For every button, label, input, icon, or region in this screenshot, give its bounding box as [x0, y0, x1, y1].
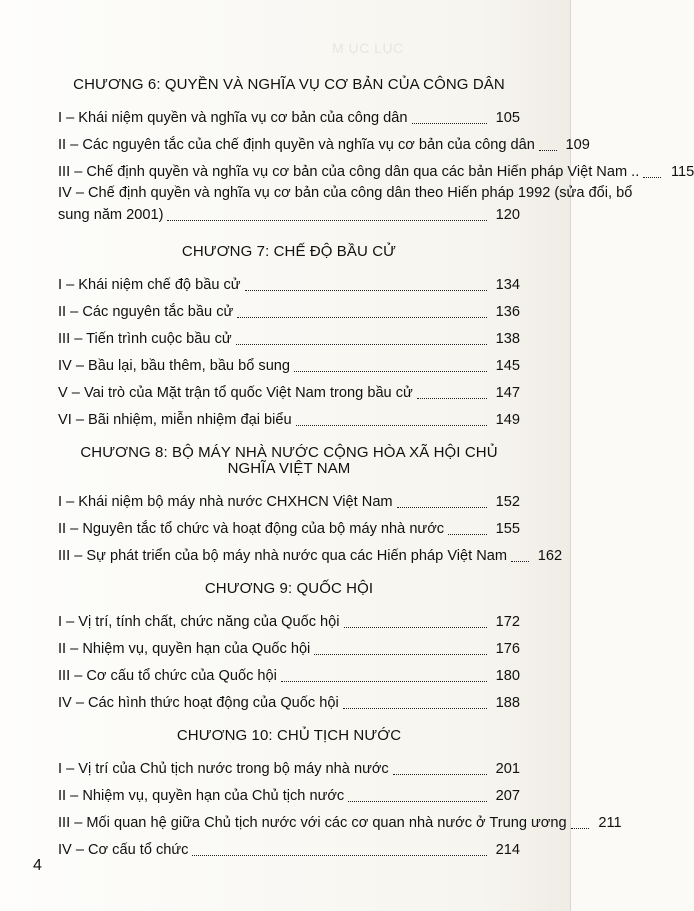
leader-dots — [348, 801, 487, 802]
leader-dots — [448, 534, 487, 535]
toc-entry-title: IV – Các hình thức hoạt động của Quốc hội — [58, 695, 339, 711]
leader-dots — [344, 627, 487, 628]
chapter-10-section — [58, 727, 622, 859]
chapter-heading: CHƯƠNG 9: QUỐC HỘI — [204, 580, 374, 597]
leader-dots — [192, 855, 487, 856]
toc-entry — [58, 514, 520, 538]
toc-entry-title: V – Vai trò của Mặt trận tổ quốc Việt Nam trong bầu cử — [58, 385, 413, 401]
toc-entry-title: IV – Cơ cấu tổ chức — [58, 842, 189, 858]
toc-entry-page: 207 — [495, 788, 520, 804]
toc-entry-page: 188 — [495, 695, 520, 711]
toc-entry — [58, 754, 520, 778]
toc-entry — [58, 378, 520, 402]
leader-dots — [236, 344, 487, 345]
chapter-heading: CHƯƠNG 10: CHỦ TỊCH NƯỚC — [176, 727, 402, 744]
toc-entry — [58, 661, 520, 685]
toc-entry — [58, 487, 520, 511]
chapter-heading: CHƯƠNG 7: CHẾ ĐỘ BẦU CỬ — [181, 243, 397, 260]
toc-entry-title: II – Nguyên tắc tổ chức và hoạt động của bộ máy nhà nước — [58, 521, 445, 537]
toc-entry — [58, 835, 520, 859]
leader-dots — [314, 654, 487, 655]
toc-entry — [58, 607, 520, 631]
toc-entry-title: II – Các nguyên tắc của chế định quyền và nghĩa vụ cơ bản của công dân — [58, 137, 535, 153]
toc-entry — [58, 297, 520, 321]
toc-entry-page: 180 — [495, 668, 520, 684]
toc-entry — [58, 405, 520, 429]
toc-entry — [58, 781, 520, 805]
toc-entry-page: 214 — [495, 842, 520, 858]
toc-entry-title: VI – Bãi nhiệm, miễn nhiệm đại biểu — [58, 412, 292, 428]
leader-dots — [643, 177, 661, 178]
toc-entry — [58, 541, 563, 565]
toc-entry — [58, 270, 520, 294]
toc-entry-page: 115 — [671, 164, 694, 180]
leader-dots — [281, 681, 487, 682]
toc-entry-title: I – Vị trí của Chủ tịch nước trong bộ máy nhà nước — [58, 761, 389, 777]
leader-dots — [412, 123, 487, 124]
toc-entry-title: I – Vị trí, tính chất, chức năng của Quốc hội — [58, 614, 340, 630]
toc-entry — [58, 688, 520, 712]
toc-entry — [58, 130, 590, 154]
leader-dots — [167, 220, 487, 221]
leader-dots — [237, 317, 487, 318]
toc-entry-page: 149 — [495, 412, 520, 428]
toc-entry-page: 155 — [495, 521, 520, 537]
toc-entry-page: 211 — [598, 815, 622, 831]
toc-entry-title: III – Mối quan hệ giữa Chủ tịch nước với các cơ quan nhà nước ở Trung ương — [58, 815, 567, 831]
toc-entry-page: 147 — [495, 385, 520, 401]
leader-dots — [417, 398, 487, 399]
toc-entry-title: II – Các nguyên tắc bầu cử — [58, 304, 234, 320]
chapter-heading: CHƯƠNG 8: BỘ MÁY NHÀ NƯỚC CỘNG HÒA XÃ HỘI CHỦ NGHĨA VIỆT NAM — [80, 444, 498, 477]
leader-dots — [393, 774, 487, 775]
toc-entry-page: 152 — [495, 494, 520, 510]
toc-entry-page: 176 — [495, 641, 520, 657]
toc-entry-title-line1: IV – Chế định quyền và nghĩa vụ cơ bản của công dân theo Hiến pháp 1992 (sửa đổi, bổ — [58, 185, 633, 201]
leader-dots — [571, 828, 589, 829]
toc-entry-title: III – Sự phát triển của bộ máy nhà nước qua các Hiến pháp Việt Nam — [58, 548, 508, 564]
leader-dots — [397, 507, 487, 508]
leader-dots — [296, 425, 487, 426]
toc-entry-title: I – Khái niệm quyền và nghĩa vụ cơ bản của công dân — [58, 110, 408, 126]
toc-entry-page: 136 — [495, 304, 520, 320]
toc-entry-page: 134 — [495, 277, 520, 293]
page-number: 4 — [33, 857, 42, 874]
chapter-9-section — [58, 581, 520, 712]
toc-entry — [58, 157, 694, 181]
toc-entry-page: 105 — [495, 110, 520, 126]
toc-entry-title: II – Nhiệm vụ, quyền hạn của Quốc hội — [58, 641, 311, 657]
toc-entry-page: 201 — [495, 761, 520, 777]
toc-entry-title: II – Nhiệm vụ, quyền hạn của Chủ tịch nước — [58, 788, 345, 804]
leader-dots — [343, 708, 487, 709]
leader-dots — [511, 561, 529, 562]
leader-dots — [294, 371, 487, 372]
toc-entry-title: I – Khái niệm bộ máy nhà nước CHXHCN Việt Nam — [58, 494, 393, 510]
toc-entry-title-line2 — [58, 206, 520, 224]
toc-entry — [58, 351, 520, 375]
toc-entry-title: III – Cơ cấu tổ chức của Quốc hội — [58, 668, 277, 684]
table-of-contents — [58, 76, 694, 875]
toc-entry — [58, 103, 520, 127]
toc-entry-page: 172 — [495, 614, 520, 630]
leader-dots — [539, 150, 557, 151]
toc-entry — [58, 184, 633, 228]
chapter-6-section — [58, 76, 694, 228]
toc-entry-page: 109 — [565, 137, 590, 153]
toc-entry-page: 145 — [495, 358, 520, 374]
toc-entry — [58, 634, 520, 658]
chapter-8-section — [58, 444, 563, 565]
toc-entry — [58, 324, 520, 348]
chapter-7-section — [58, 244, 520, 429]
chapter-heading: CHƯƠNG 6: QUYỀN VÀ NGHĨA VỤ CƠ BẢN CỦA CÔNG DÂN — [73, 76, 505, 93]
toc-entry-page: 120 — [495, 207, 520, 223]
toc-entry-page: 138 — [495, 331, 520, 347]
toc-entry-page: 162 — [537, 548, 563, 564]
toc-entry-title: III – Chế định quyền và nghĩa vụ cơ bản của công dân qua các bản Hiến pháp Việt Nam .. — [58, 164, 640, 180]
toc-entry-title-continuation: sung năm 2001) — [58, 207, 164, 223]
toc-entry-title: IV – Bầu lại, bầu thêm, bầu bổ sung — [58, 358, 291, 374]
toc-entry-title: III – Tiến trình cuộc bầu cử — [58, 331, 232, 347]
toc-entry — [58, 808, 622, 832]
bleed-through-text: M ỤC LỤC — [332, 40, 404, 56]
toc-entry-title: I – Khái niệm chế độ bầu cử — [58, 277, 241, 293]
leader-dots — [245, 290, 487, 291]
